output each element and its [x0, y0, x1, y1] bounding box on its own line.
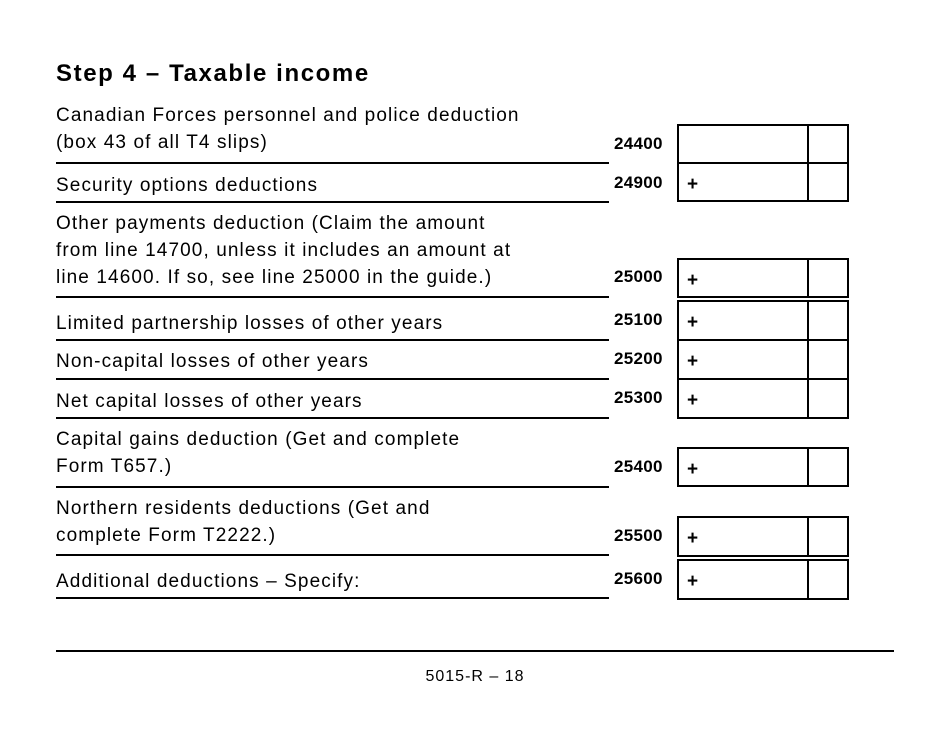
label-line: Security options deductions — [56, 175, 319, 196]
label-line: Other payments deduction (Claim the amount — [56, 213, 486, 234]
row-divider — [56, 296, 609, 298]
row-label-25100 — [56, 310, 443, 337]
amount-field-24900[interactable] — [677, 162, 849, 202]
row-divider — [56, 378, 609, 380]
row-label-25000 — [56, 210, 511, 291]
cents-divider — [807, 260, 809, 296]
row-label-25400 — [56, 426, 460, 480]
amount-field-25300[interactable] — [677, 378, 849, 419]
amount-field-25500[interactable] — [677, 516, 849, 557]
row-label-25500 — [56, 495, 431, 549]
amount-field-24400[interactable] — [677, 124, 849, 164]
cents-divider — [807, 164, 809, 200]
cents-divider — [807, 302, 809, 339]
label-line: (box 43 of all T4 slips) — [56, 132, 268, 153]
plus-sign: + — [687, 390, 699, 411]
label-line: Form T657.) — [56, 456, 173, 477]
cents-divider — [807, 561, 809, 598]
label-line: Capital gains deduction (Get and complete — [56, 429, 461, 450]
label-line: Limited partnership losses of other years — [56, 313, 444, 334]
cents-divider — [807, 449, 809, 485]
row-divider — [56, 417, 609, 419]
page-footer: 5015-R – 18 — [425, 668, 525, 685]
row-label-25300 — [56, 388, 363, 415]
label-line: Net capital losses of other years — [56, 391, 363, 412]
cents-divider — [807, 518, 809, 555]
amount-field-25100[interactable] — [677, 300, 849, 341]
line-code-24900: 24900 — [614, 173, 663, 192]
cents-divider — [807, 341, 809, 378]
amount-field-25600[interactable] — [677, 559, 849, 600]
label-line: Additional deductions – Specify: — [56, 571, 361, 592]
cents-divider — [807, 126, 809, 162]
row-divider — [56, 597, 609, 599]
line-code-25300: 25300 — [614, 388, 663, 407]
label-line: Northern residents deductions (Get and — [56, 498, 431, 519]
label-line: line 14600. If so, see line 25000 in the guide.) — [56, 267, 493, 288]
row-divider — [56, 486, 609, 488]
plus-sign: + — [687, 312, 699, 333]
plus-sign: + — [687, 571, 699, 592]
label-line: Non-capital losses of other years — [56, 351, 369, 372]
row-divider — [56, 554, 609, 556]
line-code-25600: 25600 — [614, 569, 663, 588]
line-code-25000: 25000 — [614, 267, 663, 286]
plus-sign: + — [687, 174, 699, 195]
row-label-24400 — [56, 102, 520, 156]
row-divider — [56, 162, 609, 164]
label-line: Canadian Forces personnel and police deduction — [56, 105, 520, 126]
line-code-24400: 24400 — [614, 134, 663, 153]
plus-sign: + — [687, 528, 699, 549]
row-divider — [56, 201, 609, 203]
page-title: Step 4 – Taxable income — [56, 60, 370, 87]
amount-field-25400[interactable] — [677, 447, 849, 487]
amount-field-25000[interactable] — [677, 258, 849, 298]
row-divider — [56, 339, 609, 341]
line-code-25100: 25100 — [614, 310, 663, 329]
line-code-25400: 25400 — [614, 457, 663, 476]
plus-sign: + — [687, 351, 699, 372]
row-label-24900 — [56, 172, 318, 199]
line-code-25200: 25200 — [614, 349, 663, 368]
row-label-25600 — [56, 568, 361, 595]
row-label-25200 — [56, 348, 369, 375]
amount-field-25200[interactable] — [677, 339, 849, 380]
plus-sign: + — [687, 270, 699, 291]
label-line: from line 14700, unless it includes an amount at — [56, 240, 512, 261]
cents-divider — [807, 380, 809, 417]
line-code-25500: 25500 — [614, 526, 663, 545]
footer-divider — [56, 650, 894, 652]
plus-sign: + — [687, 459, 699, 480]
label-line: complete Form T2222.) — [56, 525, 277, 546]
